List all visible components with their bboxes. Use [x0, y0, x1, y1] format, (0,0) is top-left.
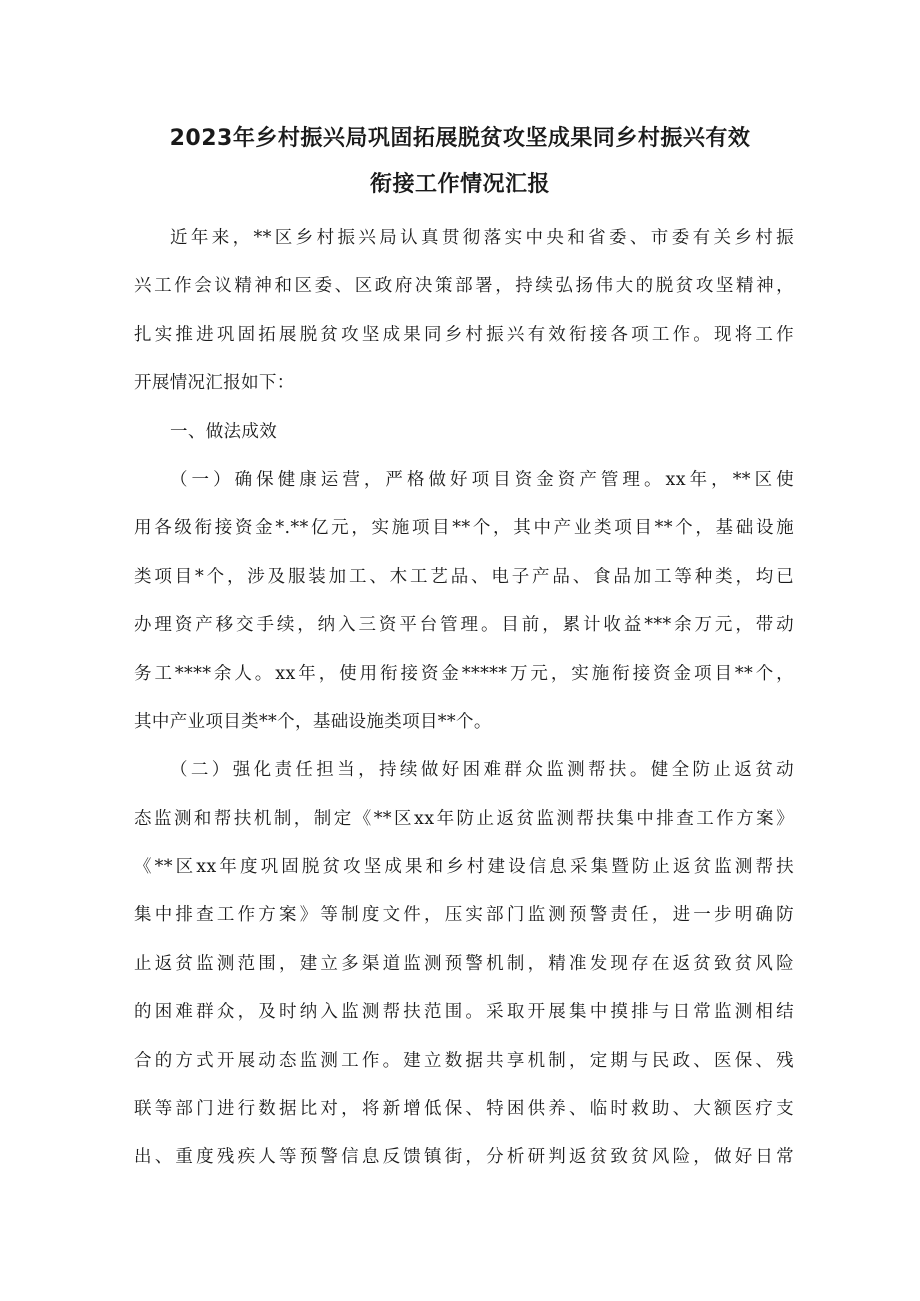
paragraph-line: 办理资产移交手续，纳入三资平台管理。目前，累计收益***余万元，带动: [134, 615, 794, 636]
paragraph-line: 集中排查工作方案》等制度文件，压实部门监测预警责任，进一步明确防: [134, 905, 794, 926]
document-body: [134, 214, 794, 1182]
paragraph-line: 其中产业项目类**个，基础设施类项目**个。: [134, 711, 492, 732]
paragraph-line: 联等部门进行数据比对，将新增低保、特困供养、临时救助、大额医疗支: [134, 1099, 794, 1120]
paragraph-line: 用各级衔接资金*.**亿元，实施项目**个，其中产业类项目**个，基础设施: [134, 518, 794, 539]
section-heading: 一、做法成效: [170, 421, 278, 442]
document-title-line-2: 衔接工作情况汇报: [369, 172, 550, 197]
paragraph-line: 合的方式开展动态监测工作。建立数据共享机制，定期与民政、医保、残: [134, 1050, 794, 1071]
document-title-line-1: 2023年乡村振兴局巩固拓展脱贫攻坚成果同乡村振兴有效: [169, 126, 751, 151]
paragraph-line: 止返贫监测范围，建立多渠道监测预警机制，精准发现存在返贫致贫风险: [134, 953, 794, 974]
intro-line: 扎实推进巩固拓展脱贫攻坚成果同乡村振兴有效衔接各项工作。现将工作: [134, 324, 794, 345]
paragraph-line: 出、重度残疾人等预警信息反馈镇街，分析研判返贫致贫风险，做好日常: [134, 1147, 794, 1168]
paragraph-line: （一）确保健康运营，严格做好项目资金资产管理。xx年，**区使: [170, 469, 794, 490]
paragraph-line: 态监测和帮扶机制，制定《**区xx年防止返贫监测帮扶集中排查工作方案》: [134, 808, 794, 829]
paragraph-line: 的困难群众，及时纳入监测帮扶范围。采取开展集中摸排与日常监测相结: [134, 1002, 794, 1023]
intro-line: 近年来，**区乡村振兴局认真贯彻落实中央和省委、市委有关乡村振: [170, 228, 794, 248]
intro-line: 兴工作会议精神和区委、区政府决策部署，持续弘扬伟大的脱贫攻坚精神，: [134, 276, 794, 297]
paragraph-line: 《**区xx年度巩固脱贫攻坚成果和乡村建设信息采集暨防止返贫监测帮扶: [134, 857, 794, 878]
paragraph-line: （二）强化责任担当，持续做好困难群众监测帮扶。健全防止返贫动: [170, 760, 794, 781]
paragraph-line: 类项目*个，涉及服装加工、木工艺品、电子产品、食品加工等种类，均已: [134, 566, 794, 587]
paragraph-line: 务工****余人。xx年，使用衔接资金*****万元，实施衔接资金项目**个，: [134, 663, 794, 684]
intro-line: 开展情况汇报如下：: [134, 373, 295, 394]
